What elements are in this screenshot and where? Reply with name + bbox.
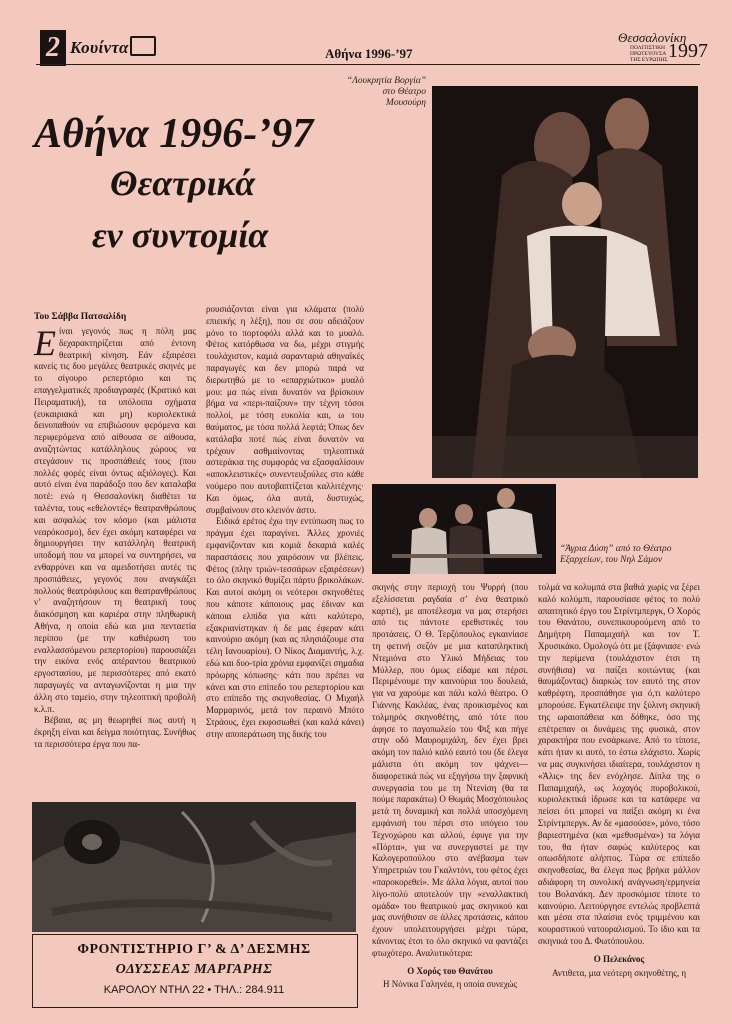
column-2-paragraph-2: Ειδικά ερέτος έχω την εντύπωση πως το πράγμα έχει παραγίνει. Άλλες χρονιές εμφανίζονταν και κομιά δεκαριά καλές παραστάσεις που χαιρόσουν να βλέπεις. Φέτος (πλην τριών-τεσσάρων εξαιρέσεων) το όλο σκηνικό θυμίζει πάρτυ βρικολάκων. Και αυτοί ακόμη οι νεότεροι σκηνοθέτες που κάποτε κάποιους μας έδιναν και κάποια ελπίδα για κάτι καλύτερο, εξακριανίστηκαν ή δε μας έφεραν κάτι καινούριο ακόμη (και ας πλησιάζουμε στα τέλη Ιανουαρίου). Ο Νίκος Διαμαντής, λ.χ. εδώ και δυο-τρία χρόνια εμφανίζει σημαδια πρόωρης κόπωσης· κάτι που πρέπει να κάνει και στο επίπεδο του ρεπερτορίου και στο επίπεδο της σκηνοθεσίας. Ο Μιχαήλ Μαρμαρινός, μετά τον περαινό Μπότο Στράους, έχει εκφοσιωθεί (και καλά κάνει) στην αποπεράτωση της δικής του bbox=[206, 516, 364, 739]
column-3 bbox=[372, 582, 528, 991]
column-4-paragraph-2: Αντιθετα, μια νεότερη σκηνοθέτης, η bbox=[551, 967, 687, 978]
section-title: Κουίντα bbox=[70, 38, 129, 57]
logo-city: Θεσσαλονίκη bbox=[618, 30, 687, 45]
column-1-paragraph-1: ίναι γεγονός πως η πόλη μας δεχαρακτηρίζεται από έντονη θεατρική κίνηση. Εάν εξαιρέσει κανείς τις δυο μεγάλες θεατρικές σκηνές με το σίγουρο ρεπερτόριο και τις επαγγελματικές προδιαγραφές (Κρατικό και Πειραματική), τα υπόλοιπα σχήματα (ευκαιριακά και μη) κυριολεκτικά δεινοπαθούν να επιβιώσουν φερόμενα και περιφερόμενα από αίθουσα σε αίθουσα, αναζητώντας κατάλληλους χώρους να στεγάσουν τις προσπάθειές τους (που πολλές φορές είναι όντως αξιόλογες). Και αυτό είναι ένα παράδοξο που δεν καταλαβα ποτέ: ενώ η Θεσσαλονίκη διαθέτει τα ταλέντα, τους «εθελοντές» θεατρανθρώπους και ασφαλώς τον κόσμο (και μάλιστα νεαρόκοσμο), δεν έχει ακόμη καταφέρει να δημιουργήσει την κατάλληλη θεατρική υποδομή που να μπορεί να συντηρήσει, να ενθαρρύνει και να αμειδοτήσει αυτές τις προσπάθειες, γεγονός που αναγκάζει πολλούς θεατρόφιλους και θεατρανθρώπους ν’ αναζητήσουν τη θεατρική τους διακόσμηση και καριέρα στην πληθωρική Αθήνα, η οποία εδώ και μια πενταετία περίπου (με την καθιέρωση του εναλλασσόμενου ρεπερτορίου) παρουσιάζει την εικόνα ενός απέραντου θεατρικού εργοστασίου, με περισσότερες από εκατό παραγωγές να ανταγωνίζονται η μια την άλλη στο ταμείο, στην τηλεοπτική προβολή κ.λ.π. bbox=[34, 326, 196, 714]
column-3-paragraph-1: σκηνής στην περιοχή του Ψυρρή (που εξελίσσεται ραγδαία σ’ ένα θεατρικό καρτιέ), με αποτέλεσμα να μας στερήσει από τις πάντοτε ερεθιστικές του προτάσεις. Ο Θ. Τερζόπουλος εγκαινίασε τη φετινή σεζόν με μια καταπληκτική Ντεμιόνα στο Υλικό Μήδειας του Μύλλερ, που όμως είδαμε και πέρσι. Περιμένουμε την καινούρια του δουλειά, για να χαρούμε και πάλι καλό θέατρο. Ο Γιάννης Κακλέας, ένας προικισμένος και τολμηρός σκηνοθέτης, από τότε που άφησε το παγοπωλείο του Φιξ και πήγε στην οδό Μαυρομιχάλη, δεν έχει βρει ακόμη τον παλιό καλό εαυτό του (δε έλεγα μάλιστα ότι ακόμη τον ψάχνει—διαφορετικά πώς να εξηγήσω την ξαφνική συνεργασία του με τη Ντενίση (θα τα πούμε παρακάτω) Ο Θωμάς Μοσχόπουλος μετά τη δυναμική και πολλά υποσχόμενη εμφάνισή του πέρσι στο υπόγειο του Τεχνοχώρου και αλλού, έφυγε για την «Πόρτα», για να συνεργαστεί με την Καλογεροπούλου στο ανέβασμα των Υπηρετριών του Γκαλντόνι, του φέτος έχει «παροκορεθεί». Με άλλα λόγια, αυτοί που λίγο-πολύ αποτελούν την «εναλλακτική ομάδα» του θεατρικού μας σκηνικού και μας συνήθισαν σε άλλες προτάσεις, κάπου έχουν υπολειτουργήσει μέχρι τώρα, κάνοντας έτσι το όλο σκηνικό να φαντάζει φτωχότερο. Αναλυτικότερα: bbox=[372, 582, 528, 958]
photo-caption-wild-west: “Άγρια Δύση” από το Θέατρο Εξαρχείων, του Νηλ Σάμον bbox=[560, 544, 672, 565]
article-subtitle-1: Θεατρικά bbox=[110, 163, 255, 203]
drop-cap: Ε bbox=[34, 323, 56, 363]
ad-painting bbox=[32, 802, 356, 932]
column-2 bbox=[206, 304, 364, 740]
photo-lucrezia-borgia bbox=[432, 86, 698, 478]
article-title: Αθήνα 1996-’97 bbox=[34, 111, 314, 157]
column-4-paragraph-1: τολμά να κολυμπά στα βαθιά χωρίς να ξέρει καλό κολύμπι, παρουσίασε φέτος το πολύ απαιτητικό έργο του Στρίντμπεργκ, Ο Χορός του Θανάτου, συνεπικουρούμενη από το Δημήτρη Παπαμιχαήλ και τον Τ. Χρυσικάκο. Ομολογώ ότι με (ξάφνιασε· ενώ την περίμενα (τουλάχιστον έτσι τη συνήθισα) να παίζει κοιτώντας (και θαυμάζοντας) διαρκώς τον εαυτό της στον καθρέφτη, προσπάθησε για ό,τι καλύτερο μπορούσε. Εγκατέλειψε την ξύλινη σκηνική της ωραιοπάθεια και δόθηκε, όσο της επέτρεπαν οι δυνάμεις της φυσικά, στον χαρακτήρα που ενσάρκωνε. Από το τίποτε, κάτι ήταν κι αυτό, το έστω ελάχιστο. Χωρίς να μας συγκινήσει ιδιαίτερα, τουλάχιστον η «Άλις» της δεν ενόχλησε. Δίπλα της ο Παπαμιχαήλ, ως λοχαγός πυροβολικού, κυριολεκτικά ίδρωσε και τα κατάφερε να πείσει ότι μπορεί να παίξει ακόμη κι ένα Στρίντμπεργκ. Αν δε «μασούσε», μόνο, τόσο βαριεστημένα (και «μεθυσμένα») τα λόγια του, θα ήταν σαφώς καλύτερος και οπωσδήποτε αλήπτος. Τώρα σε επίπεδο σκηνοθεσίας, θα έλεγα πως βρήκα μάλλον αδιάφορη τη συνολική ανάγνωση/ερμηνεία του Βολανάκη. Δεν προσκόμισε τίποτε το καινούριο. Λειτούργησε εντελώς προβλεπτά και μέσα στα πλαίσια ενός τριμμένου και κουραστικού νατουραλισμού. Το ίδιο και τα σκηνικά του Δ. Φωτόπουλου. bbox=[538, 582, 700, 946]
page-number: 2 bbox=[40, 30, 66, 66]
photo-caption-lucrezia: “Λουκρητία Βοργία” στο Θέατρο Μουσούρη bbox=[346, 76, 426, 108]
theatre-icon bbox=[130, 36, 156, 56]
subheading-pelican: Ο Πελεκάνος bbox=[593, 953, 645, 964]
header-rule bbox=[36, 64, 700, 65]
column-1 bbox=[34, 323, 196, 751]
ad-contact: ΚΑΡΟΛΟΥ ΝΤΗΛ 22 • ΤΗΛ.: 284.911 bbox=[103, 984, 285, 996]
byline: Του Σάββα Πατσαλίδη bbox=[34, 312, 127, 322]
column-1-paragraph-2: Βέβαια, ας μη θεωρηθεί πως αυτή η έκρηξη είναι και δείγμα ποιότητας. Συνήθως τα περισσότερα έργα που πα- bbox=[34, 715, 196, 749]
subheading-dance-of-death: Ο Χορός του Θανάτου bbox=[407, 965, 493, 976]
photo-wild-west bbox=[372, 484, 556, 574]
column-3-paragraph-2: Η Νόνικα Γαληνέα, η οποία συνεχώς bbox=[383, 979, 517, 990]
column-4 bbox=[538, 582, 700, 979]
article-subtitle-2: εν συντομία bbox=[92, 215, 269, 255]
logo-subtitle: ΠΟΛΙΤΙΣΤΙΚΗ ΠΡΩΤΕΥΟΥΣΑ ΤΗΣ ΕΥΡΩΠΗΣ bbox=[630, 45, 668, 63]
logo-year: 1997 bbox=[668, 40, 708, 62]
column-2-paragraph-1: ρουσιάζονται είναι για κλάματα (πολύ επιεικής η λέξη), που σε σου αδειάζουν μόνο το πορτοφόλι αλλά και το μυαλό. Φέτος κατόρθωσα να δω, μέχρι στιγμής τουλάχιστον, καμιά σαρανταριά αθηναϊκές παραγωγές και δεν μπορώ παρά να διερωτηθώ με το «επαρχιώτικο» μυαλό μου: μα πώς είναι δυνατόν να βρίσκουν βήμα να «περι-παίζουν» την τέχνη τόσοι πολλοί, με τόση ευκολία και, ω του θαύματος, με τόσα πολλά λεφτά; Όπως δεν κατάλαβα ποτέ πώς είναι δυνατόν να τρέχουν ασθμαίνοντας τηλεοπτικά αστεράκια της συμφοράς να εξασφαλίσουν «αποκλειστικές» συνεντευξούλες στο κάθε νούμερο που αυτοβαπτίζεται καλλιτέχνης· Και όμως, όλα αυτά, δυστυχώς, συμβαίνουν στο κλεινόν άστυ. bbox=[206, 304, 364, 515]
ad-name: ΟΔΥΣΣΕΑΣ ΜΑΡΓΑΡΗΣ bbox=[115, 962, 273, 977]
running-title: Αθήνα 1996-’97 bbox=[325, 46, 413, 61]
ad-headline: ΦΡΟΝΤΙΣΤΗΡΙΟ Γ’ & Δ’ ΔΕΣΜΗΣ bbox=[77, 942, 311, 957]
